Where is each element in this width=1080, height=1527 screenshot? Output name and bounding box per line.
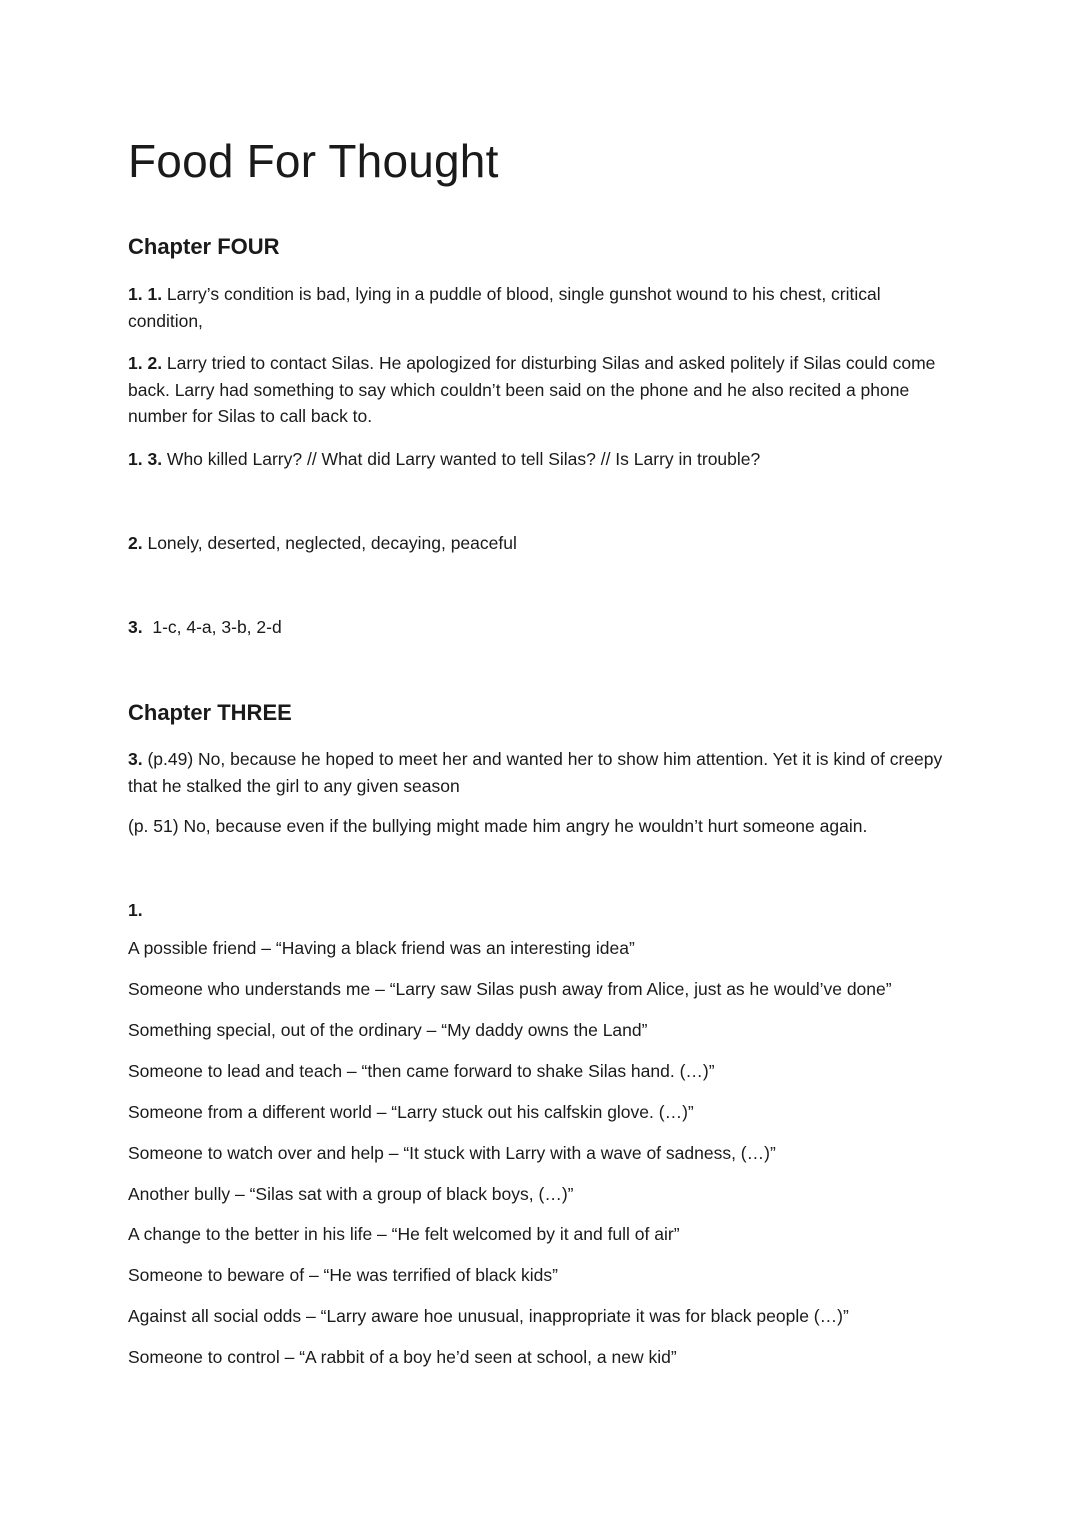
answer-number: 1. 2. (128, 353, 163, 373)
answer-text: (p.49) No, because he hoped to meet her and wanted her to show him attention. Yet it is kind of creepy that he stalked the girl to any given season (128, 749, 943, 796)
answer-1-label (128, 897, 948, 924)
answer-3 (128, 614, 948, 641)
list-item: Someone to lead and teach – “then came forward to shake Silas hand. (…)” (128, 1061, 715, 1081)
answer-3-p51: (p. 51) No, because even if the bullying might made him angry he wouldn’t hurt someone again. (128, 816, 868, 836)
answer-number: 3. (128, 749, 143, 769)
list-item: Someone to control – “A rabbit of a boy he’d seen at school, a new kid” (128, 1347, 677, 1367)
list-item: Against all social odds – “Larry aware hoe unusual, inappropriate it was for black people (…)” (128, 1306, 849, 1326)
answer-3-p49 (128, 746, 948, 799)
answer-number: 1. 3. (128, 449, 163, 469)
answer-text: Who killed Larry? // What did Larry wanted to tell Silas? // Is Larry in trouble? (162, 449, 761, 469)
answer-1-1 (128, 281, 948, 334)
list-item: Someone to beware of – “He was terrified of black kids” (128, 1265, 558, 1285)
answer-number: 2. (128, 533, 143, 553)
list-item: Another bully – “Silas sat with a group of black boys, (…)” (128, 1184, 574, 1204)
document-title: Food For Thought (128, 135, 499, 187)
answer-number: 3. (128, 617, 143, 637)
list-item: A change to the better in his life – “He felt welcomed by it and full of air” (128, 1224, 680, 1244)
answer-text: 1-c, 4-a, 3-b, 2-d (142, 617, 282, 637)
list-item: Someone from a different world – “Larry stuck out his calfskin glove. (…)” (128, 1102, 694, 1122)
answer-number: 1. (128, 900, 143, 920)
answer-text: Larry tried to contact Silas. He apologized for disturbing Silas and asked politely if Silas could come back. Larry had something to say which couldn’t been said on the phone and he also recited a phone number for Silas to call back to. (128, 353, 936, 426)
answer-text: Larry’s condition is bad, lying in a puddle of blood, single gunshot wound to his chest, critical condition, (128, 284, 881, 331)
answer-1-3 (128, 446, 948, 473)
list-item: Something special, out of the ordinary – “My daddy owns the Land” (128, 1020, 648, 1040)
list-item: Someone to watch over and help – “It stuck with Larry with a wave of sadness, (…)” (128, 1143, 776, 1163)
chapter-four-heading: Chapter FOUR (128, 234, 280, 259)
list-item: Someone who understands me – “Larry saw Silas push away from Alice, just as he would’ve done” (128, 979, 892, 999)
answer-number: 1. 1. (128, 284, 163, 304)
answer-2 (128, 530, 948, 557)
answer-text: Lonely, deserted, neglected, decaying, peaceful (142, 533, 517, 553)
chapter-three-heading: Chapter THREE (128, 700, 292, 725)
answer-1-2 (128, 350, 948, 430)
list-item: A possible friend – “Having a black friend was an interesting idea” (128, 938, 635, 958)
